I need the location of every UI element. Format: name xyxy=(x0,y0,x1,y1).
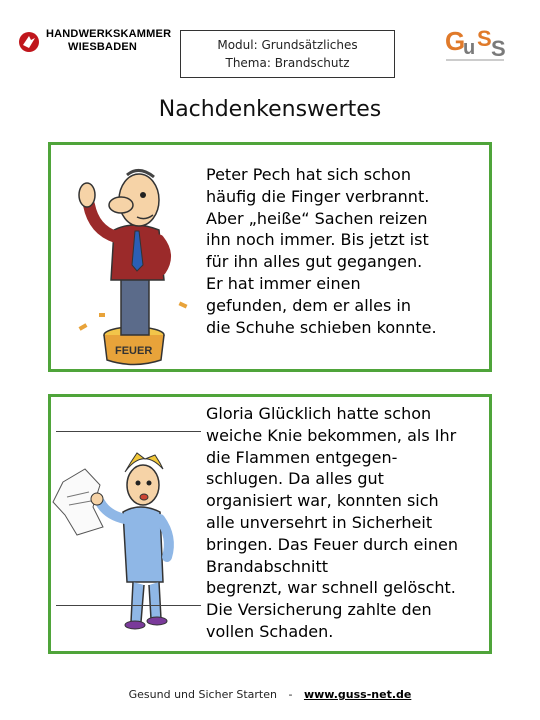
guss-letter-s1: S xyxy=(477,26,492,51)
text-line: begrenzt, war schnell gelöscht. xyxy=(206,578,456,598)
text-line: bringen. Das Feuer durch einen xyxy=(206,534,458,554)
divider-line-bottom xyxy=(56,605,201,606)
peter-pech-illustration xyxy=(59,155,204,370)
hwk-name-line2: WIESBADEN xyxy=(68,41,138,53)
text-line: die Schuhe schieben konnte. xyxy=(206,317,437,337)
guss-logo xyxy=(440,16,510,66)
hwk-name-line1: HANDWERKSKAMMER xyxy=(46,28,172,40)
module-box xyxy=(180,30,395,78)
text-line: alle unversehrt in Sicherheit xyxy=(206,512,433,532)
gloria-gluecklich-illustration xyxy=(45,407,205,647)
hwk-logo xyxy=(18,26,172,66)
text-line: häufig die Finger verbrannt. xyxy=(206,186,430,206)
text-line: Er hat immer einen xyxy=(206,273,361,293)
footer-separator: - xyxy=(288,688,293,701)
footer-url-link[interactable]: www.guss-net.de xyxy=(303,688,412,701)
topic-label: Thema: Brandschutz xyxy=(225,56,350,70)
text-line: Brandabschnitt xyxy=(206,556,329,576)
page-title: Nachdenkenswertes xyxy=(158,97,382,122)
text-line: Peter Pech hat sich schon xyxy=(206,165,411,184)
story-panel-gloria xyxy=(48,394,492,654)
text-line: für ihn alles gut gegangen. xyxy=(206,252,423,272)
divider-line-top xyxy=(56,431,201,432)
text-line: weiche Knie bekommen, als Ihr xyxy=(206,425,457,445)
text-line: Gloria Glücklich hatte schon xyxy=(206,404,432,423)
text-line: Die Versicherung zahlte den xyxy=(206,600,432,620)
module-label: Modul: Grundsätzliches xyxy=(217,38,358,52)
footer xyxy=(0,688,540,701)
text-line: gefunden, dem er alles in xyxy=(206,295,411,315)
text-line: organisiert war, konnten sich xyxy=(206,491,439,511)
barrel-label: FEUER xyxy=(115,345,153,357)
hwk-name xyxy=(46,28,171,54)
text-line: Aber „heiße“ Sachen reizen xyxy=(206,208,428,228)
guss-letter-g: G xyxy=(445,26,466,56)
hwk-emblem-icon xyxy=(18,31,40,53)
footer-slogan: Gesund und Sicher Starten xyxy=(128,688,277,701)
text-line: ihn noch immer. Bis jetzt ist xyxy=(206,230,429,250)
story-panel-peter xyxy=(48,142,492,372)
text-line: die Flammen entgegen- xyxy=(206,447,398,467)
text-line: schlugen. Da alles gut xyxy=(206,469,384,489)
text-line: vollen Schaden. xyxy=(206,621,334,641)
guss-letter-s2: S xyxy=(491,36,506,61)
story-text-peter xyxy=(206,164,437,338)
guss-letter-u: u xyxy=(463,37,476,59)
story-text-gloria xyxy=(206,403,458,643)
